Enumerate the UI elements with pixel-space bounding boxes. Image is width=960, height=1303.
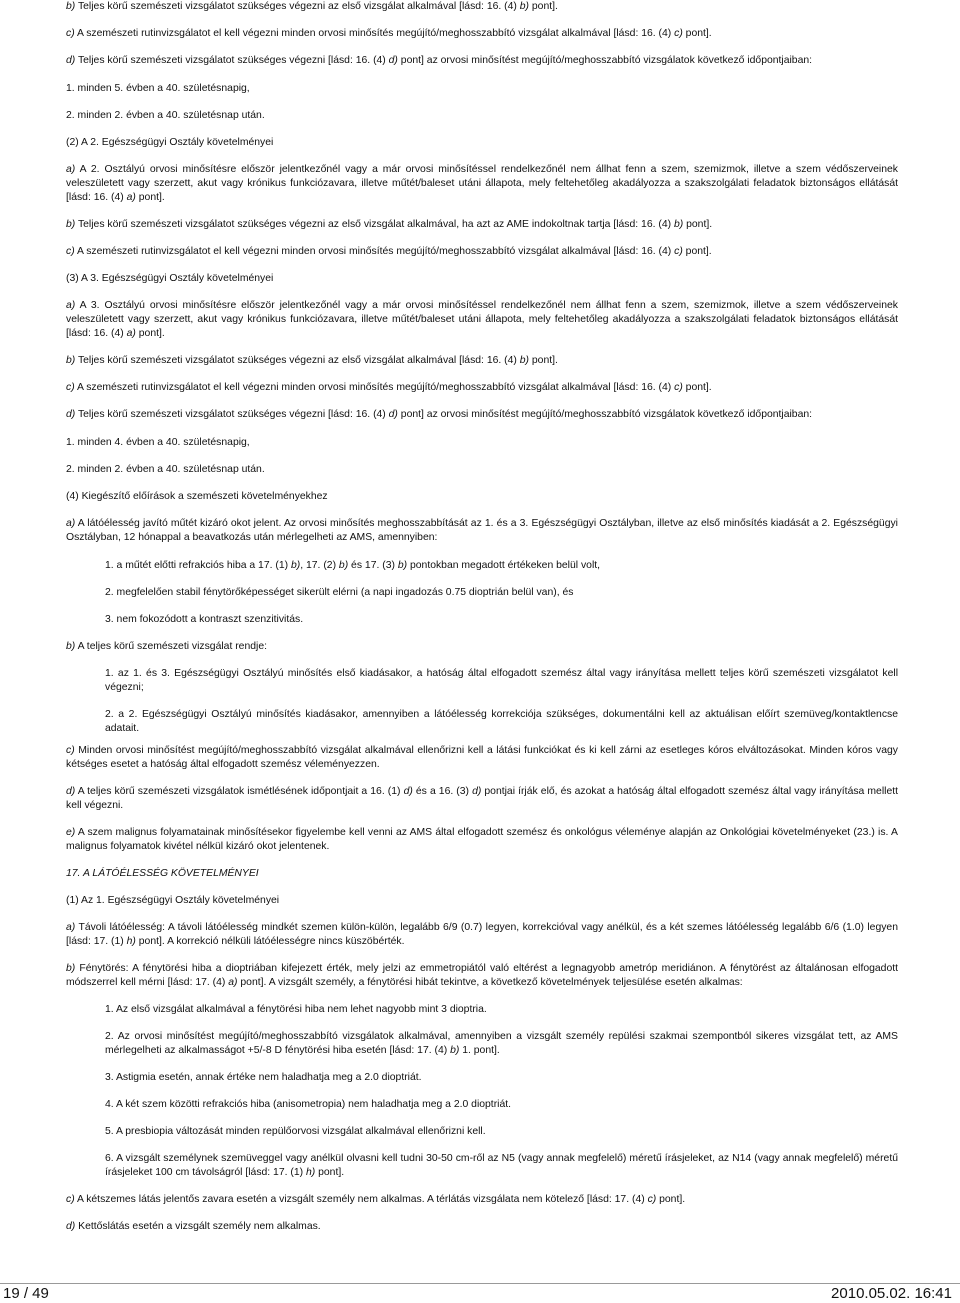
text-run: d) [66,409,76,420]
text-run: A 3. Osztályú orvosi minősítésre először jelentkezőnél vagy a már orvosi minősítéssel rendelkezőnél nem állhat fenn a szem, szemizmok, illetve a szem védőszerveinek veleszületett vagy szerzett, akut vagy krónikus funkciózavara, illetve műtét/baleset utáni állapota, mely feltehetőleg akadályozza a szakszolgálati feladatok biztonságos ellátását [lásd: 16. (4) [66,300,898,339]
text-run: Kettőslátás esetén a vizsgált személy nem alkalmas. [75,1221,321,1232]
text-run: A látóélesség javító műtét kizáró okot jelent. Az orvosi minősítés meghosszabbítását az 1. és a 3. Egészségügyi Osztályban, illetve az első minősítés kiadását a 2. Egészségügyi Osztályban, 12 hónappal a beavatkozás után mérlegelheti az AMS, amennyiben: [66,518,898,543]
text-run: 1. pont]. [459,1044,500,1056]
paragraph [66,1220,898,1234]
text-run: 4. A két szem közötti refrakciós hiba (anisometropia) nem haladhatja meg a 2.0 dioptriát. [105,1099,512,1110]
paragraph [66,299,898,340]
text-run: pont]. [682,382,712,393]
text-run: b) [66,963,76,974]
text-run: pont]. A vizsgált személy, a fénytörési hibát tekintve, a következő követelmények teljesülése esetén alkalmas: [237,976,743,988]
text-run: a) [66,300,76,311]
text-run: pont]. [656,1194,686,1205]
text-run: 3. Astigmia esetén, annak értéke nem haladhatja meg a 2.0 dioptriát. [105,1072,422,1083]
text-run: 17. A LÁTÓÉLESSÉG KÖVETELMÉNYEI [66,868,259,879]
text-run: 2. megfelelően stabil fénytörőképességet sikerült elérni (a napi ingadozás 0.75 dioptrián belül van), és [105,587,574,598]
text-run: Teljes körű szemészeti vizsgálatot szükséges végezni az első vizsgálat alkalmával, ha azt az AME indokoltnak tartja [lásd: 16. (4) [75,219,674,230]
text-run: c) [66,1194,75,1205]
text-run: c) [647,1194,657,1205]
text-run: d) [472,786,482,797]
paragraph [66,27,898,41]
text-run: pont]. A korrekció nélküli látóélességre nincs küszöbérték. [135,935,405,947]
text-run: a) [66,164,76,175]
paragraph [66,463,898,477]
paragraph [105,559,898,573]
text-run: és a 16. (3) [412,786,473,797]
text-run: c) [66,246,75,257]
text-run: b) [66,1,76,12]
paragraph [66,136,898,150]
text-run: b) [519,355,529,366]
text-run: , 17. (2) [300,560,339,571]
text-run: pontjai írják elő, és azokat a hatóság által elfogadott szemész által vagy irányítása mellett kell végezni. [66,786,898,811]
paragraph [66,785,898,813]
paragraph [66,245,898,259]
print-timestamp: 2010.05.02. 16:41 [831,1285,952,1302]
text-run: b) [397,560,408,571]
text-run: Fénytörés: A fénytörési hiba a dioptriában kifejezett érték, mely jelzi az emmetropiától való eltérést a legnagyobb ametróp meridiánon. A fénytörést az általánosan elfogadott módszerrel kell mérni [lásd: 17. (4) [66,963,898,988]
paragraph [66,826,898,854]
text-run: pontokban megadott értékeken belül volt, [407,560,601,571]
text-run: pont]. [135,191,165,203]
paragraph [105,1030,898,1058]
paragraph [66,490,898,504]
paragraph [105,1125,898,1139]
text-run: a) [126,191,136,203]
text-run: pont]. [529,355,558,366]
text-run: 3. nem fokozódott a kontraszt szenzitivitás. [105,614,304,625]
text-run: Teljes körű szemészeti vizsgálatot szükséges végezni [lásd: 16. (4) [75,409,389,420]
text-run: 2. Az orvosi minősítést megújító/meghosszabbító vizsgálatok alkalmával, amennyiben a vizsgált személy repülési szakmai szempontból sikeres vizsgálat tett, az AMS mérlegelheti az alkalmasságot +5/-8 D fénytörési hiba esetén [lásd: 17. (4) [105,1031,898,1056]
text-run: és 17. (3) [348,560,398,571]
text-run: d) [66,786,76,797]
paragraph [66,408,898,422]
page-number: 19 / 49 [3,1285,49,1302]
paragraph [66,894,898,908]
paragraph [66,354,898,368]
text-run: Távoli látóélesség: A távoli látóélesség mindkét szemen külön-külön, legalább 6/9 (0.7) legyen, korrekcióval vagy anélkül, és a két szemes látóélesség legalább 6/6 (1.0) legyen [lásd: 17. (1) [66,922,898,947]
text-run: b) [338,560,349,571]
text-run: pont] az orvosi minősítést megújító/meghosszabbító vizsgálatok következő időpontjaiban: [397,409,813,420]
paragraph [66,381,898,395]
text-run: 1. a műtét előtti refrakciós hiba a 17. (1) [105,560,291,571]
text-run: 2. minden 2. évben a 40. születésnap után. [66,464,265,475]
paragraph [105,1071,898,1085]
paragraph [66,82,898,96]
text-run: a) [66,518,76,529]
text-run: d) [403,786,413,797]
text-run: e) [66,827,76,838]
text-run: A szemészeti rutinvizsgálatot el kell végezni minden orvosi minősítés megújító/meghosszabbító vizsgálat alkalmával [lásd: 16. (4) [74,246,675,257]
text-run: A kétszemes látás jelentős zavara esetén a vizsgált személy nem alkalmas. A térlátás vizsgálata nem kötelező [lásd: 17. (4) [74,1194,648,1205]
paragraph [105,613,898,627]
page-footer [0,1283,960,1303]
text-run: pont] az orvosi minősítést megújító/meghosszabbító vizsgálatok következő időpontjaiban: [397,55,813,66]
text-run: c) [674,382,683,393]
text-run: 1. minden 5. évben a 40. születésnapig, [66,83,250,94]
text-run: b) [66,219,76,230]
paragraph [105,1003,898,1017]
text-run: a) [126,327,136,339]
text-run: pont]. [682,28,712,39]
paragraph [66,517,898,545]
text-run: d) [388,55,398,66]
text-run: pont]. [315,1166,345,1178]
paragraph [66,272,898,286]
text-run: b) [519,1,529,12]
paragraph [105,1152,898,1180]
paragraph [66,218,898,232]
text-run: d) [66,1221,76,1232]
paragraph [66,109,898,123]
text-run: 1. minden 4. évben a 40. születésnapig, [66,437,250,448]
text-run: b) [66,355,76,366]
text-run: A teljes körű szemészeti vizsgálat rendje: [75,641,267,652]
text-run: (2) A 2. Egészségügyi Osztály követelményei [66,137,274,148]
paragraph [66,744,898,772]
text-run: h) [305,1166,316,1178]
text-run: b) [66,641,76,652]
paragraph [66,54,898,68]
paragraph [105,708,898,736]
paragraph [66,163,898,204]
text-run: A 2. Osztályú orvosi minősítésre először jelentkezőnél vagy a már orvosi minősítéssel rendelkezőnél nem állhat fenn a szem, szemizmok, illetve a szem védőszerveinek veleszületett vagy szerzett, akut vagy krónikus funkciózavara, illetve műtét/baleset utáni állapota, mely feltehetőleg akadályozza a szakszolgálati feladatok biztonságos ellátását [lásd: 16. (4) [66,164,898,203]
text-run: Teljes körű szemészeti vizsgálatot szükséges végezni az első vizsgálat alkalmával [lásd: 16. (4) [75,355,520,366]
text-run: 1. Az első vizsgálat alkalmával a fénytörési hiba nem lehet nagyobb mint 3 dioptria. [105,1004,487,1015]
text-run: a) [228,976,238,988]
text-run: c) [66,745,75,756]
text-run: 5. A presbiopia változását minden repülőorvosi vizsgálat alkalmával ellenőrizni kell. [105,1126,486,1137]
text-run: 6. A vizsgált személynek szemüveggel vagy anélkül olvasni kell tudni 30-50 cm-ről az N5 (vagy annak megfelelő) méretű írásjeleket, az N14 (vagy annak megfelelő) méretű írásjeleket 100 cm távolságról [lásd: 17. (1) [105,1153,898,1178]
paragraph [66,436,898,450]
text-run: 2. minden 2. évben a 40. születésnap után. [66,110,265,121]
paragraph [66,1193,898,1207]
text-run: A szem malignus folyamatainak minősítésekor figyelembe kell venni az AMS által elfogadott szemész és onkológus véleménye alapján az Onkológiai követelményeket (23.) is. A malignus folyamatok kivétel nélkül kizáró okot jelentenek. [66,827,898,852]
text-run: b) [290,560,301,571]
paragraph [105,1098,898,1112]
text-run: 2. a 2. Egészségügyi Osztályú minősítés kiadásakor, amennyiben a látóélesség korrekciója szükséges, dokumentálni kell az aktuálisan előírt szemüveg/kontaktlencse adatait. [105,709,898,734]
text-run: d) [388,409,398,420]
paragraph [66,0,898,14]
paragraph [105,667,898,695]
text-run: (3) A 3. Egészségügyi Osztály követelményei [66,273,274,284]
paragraph [105,586,898,600]
text-run: (4) Kiegészítő előírások a szemészeti követelményekhez [66,491,328,502]
text-run: pont]. [135,327,165,339]
text-run: 1. az 1. és 3. Egészségügyi Osztályú minősítés első kiadásakor, a hatóság által elfogadott szemész által vagy irányítása mellett teljes körű szemészeti vizsgálatot kell végezni; [105,668,898,693]
text-run: h) [126,935,136,947]
text-run: pont]. [683,219,713,230]
text-run: A szemészeti rutinvizsgálatot el kell végezni minden orvosi minősítés megújító/meghosszabbító vizsgálat alkalmával [lásd: 16. (4) [74,28,675,39]
paragraph [66,962,898,990]
text-run: pont]. [529,1,558,12]
text-run: (1) Az 1. Egészségügyi Osztály követelményei [66,895,280,906]
text-run: A teljes körű szemészeti vizsgálatok ismétlésének időpontjait a 16. (1) [75,786,404,797]
paragraph [66,640,898,654]
text-run: d) [66,55,76,66]
text-run: c) [66,382,75,393]
paragraph [66,867,898,881]
text-run: Teljes körű szemészeti vizsgálatot szükséges végezni [lásd: 16. (4) [75,55,389,66]
text-run: Teljes körű szemészeti vizsgálatot szükséges végezni az első vizsgálat alkalmával [lásd: 16. (4) [75,1,520,12]
text-run: Minden orvosi minősítést megújító/meghosszabbító vizsgálat alkalmával ellenőrizni kell a látási funkciókat és ki kell zárni az esetleges kóros elváltozásokat. Minden kóros vagy kétséges esetet a hatóság által elfogadott szemész véleményezzen. [66,745,898,770]
text-run: b) [673,219,684,230]
text-run: c) [674,28,683,39]
text-run: c) [66,28,75,39]
text-run: pont]. [682,246,712,257]
text-run: a) [66,922,76,933]
paragraph [66,921,898,949]
text-run: b) [450,1044,460,1056]
text-run: c) [674,246,683,257]
text-run: A szemészeti rutinvizsgálatot el kell végezni minden orvosi minősítés megújító/meghosszabbító vizsgálat alkalmával [lásd: 16. (4) [74,382,675,393]
